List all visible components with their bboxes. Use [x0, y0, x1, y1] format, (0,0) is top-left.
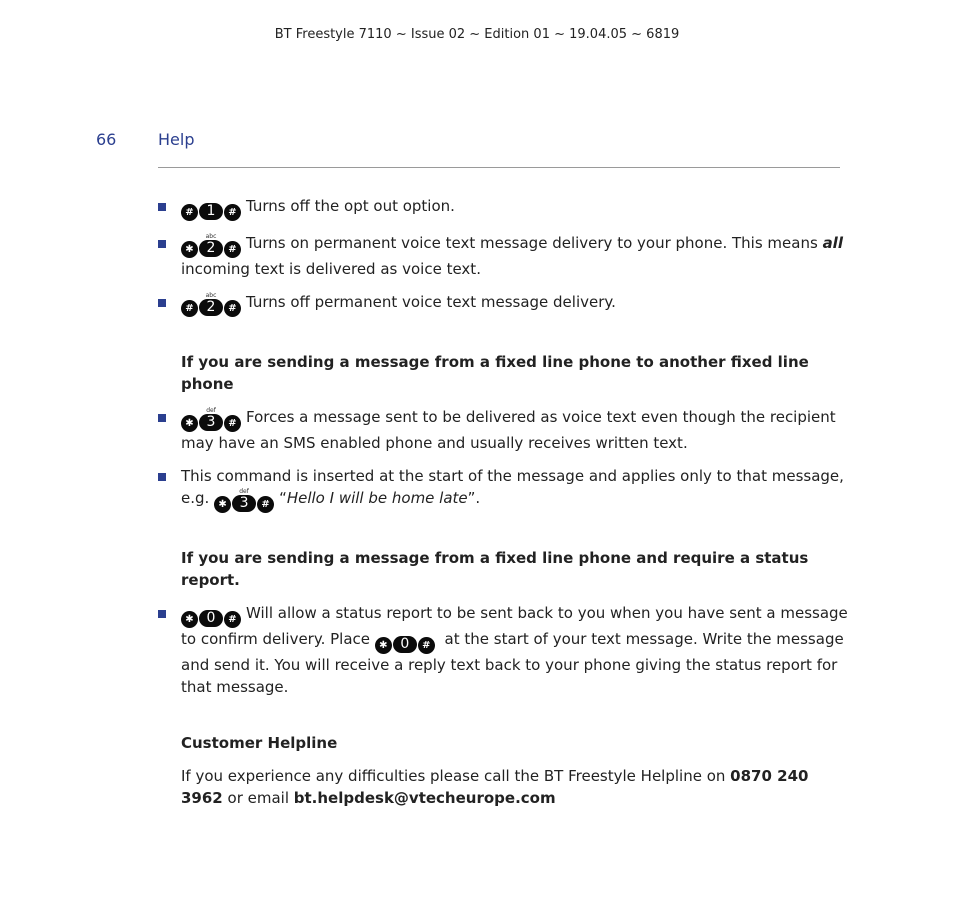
key-letters: abc	[205, 292, 217, 299]
item-text: Forces a message sent to be delivered as voice text even though the recipient may have an SMS enabled phone and usually receives written text.	[181, 408, 836, 452]
list-item	[158, 232, 848, 280]
item-text: Will allow a status report to be sent back to you when you have sent a message to confirm delivery. Place	[181, 604, 848, 648]
key-letters: def	[239, 488, 249, 495]
key-sequence	[181, 233, 242, 258]
hash-key-icon: #	[224, 204, 241, 221]
star-key-icon: ✱	[181, 241, 198, 258]
main-content	[158, 195, 848, 809]
page-number: 66	[96, 130, 117, 149]
item-text: This command is inserted at the start of the message and applies only to that message, e.g.	[181, 467, 844, 507]
two-key-icon: abc 2	[199, 240, 223, 257]
two-key-icon: abc 2	[199, 299, 223, 316]
item-text: at the start of your text message. Write the message and send it. You will receive a reply text back to your phone giving the status report for that message.	[181, 630, 844, 696]
key-sequence	[181, 292, 242, 317]
bullet-square	[158, 299, 166, 307]
list-item	[158, 195, 848, 221]
list-item	[158, 465, 848, 513]
three-key-icon: def 3	[232, 495, 256, 512]
star-key-icon: ✱	[181, 415, 198, 432]
helpline-email: bt.helpdesk@vtecheurope.com	[293, 789, 556, 807]
key-sequence	[375, 632, 436, 654]
key-letters: abc	[205, 233, 217, 240]
header-divider	[158, 167, 840, 168]
hash-key-icon: #	[224, 241, 241, 258]
bullet-square	[158, 610, 166, 618]
section-title: Help	[158, 130, 195, 149]
example-message: Hello I will be home late	[286, 489, 468, 507]
subheading-fixed-line: If you are sending a message from a fixed line phone to another fixed line phone	[181, 353, 809, 393]
hash-key-icon: #	[224, 300, 241, 317]
bullet-square	[158, 414, 166, 422]
key-letters: def	[206, 407, 216, 414]
star-key-icon: ✱	[375, 637, 392, 654]
quote-close: ”.	[467, 489, 481, 507]
hash-key-icon: #	[181, 300, 198, 317]
subheading-helpline: Customer Helpline	[181, 734, 338, 752]
hash-key-icon: #	[181, 204, 198, 221]
bullet-square	[158, 473, 166, 481]
star-key-icon: ✱	[214, 496, 231, 513]
zero-key-icon: 0	[199, 610, 223, 627]
item-text: Turns off permanent voice text message delivery.	[246, 293, 616, 311]
item-text: incoming text is delivered as voice text.	[181, 260, 481, 278]
hash-key-icon: #	[224, 415, 241, 432]
helpline-paragraph	[158, 765, 848, 809]
item-text: Turns on permanent voice text message delivery to your phone. This means	[246, 234, 823, 252]
hash-key-icon: #	[257, 496, 274, 513]
helpline-text: If you experience any difficulties please call the BT Freestyle Helpline on	[181, 767, 731, 785]
list-item	[158, 406, 848, 454]
subheading-status-report: If you are sending a message from a fixed line phone and require a status report.	[181, 549, 809, 589]
bullet-square	[158, 203, 166, 211]
item-text: Turns off the opt out option.	[246, 197, 455, 215]
key-sequence	[181, 606, 242, 628]
hash-key-icon: #	[224, 611, 241, 628]
three-key-icon: def 3	[199, 414, 223, 431]
hash-key-icon: #	[418, 637, 435, 654]
list-item	[158, 291, 848, 317]
helpline-text: or email	[222, 789, 294, 807]
star-key-icon: ✱	[181, 611, 198, 628]
zero-key-icon: 0	[393, 636, 417, 653]
quote-open: “	[279, 489, 287, 507]
running-header: BT Freestyle 7110 ~ Issue 02 ~ Edition 01 ~ 19.04.05 ~ 6819	[274, 27, 680, 42]
bullet-square	[158, 240, 166, 248]
emphasis-text: all	[822, 234, 843, 252]
helpline-phone: 0870 240 3962	[181, 767, 809, 807]
key-sequence	[181, 199, 242, 221]
key-sequence	[181, 407, 242, 432]
one-key-icon: 1	[199, 203, 223, 220]
key-sequence	[214, 488, 275, 513]
list-item	[158, 602, 848, 698]
